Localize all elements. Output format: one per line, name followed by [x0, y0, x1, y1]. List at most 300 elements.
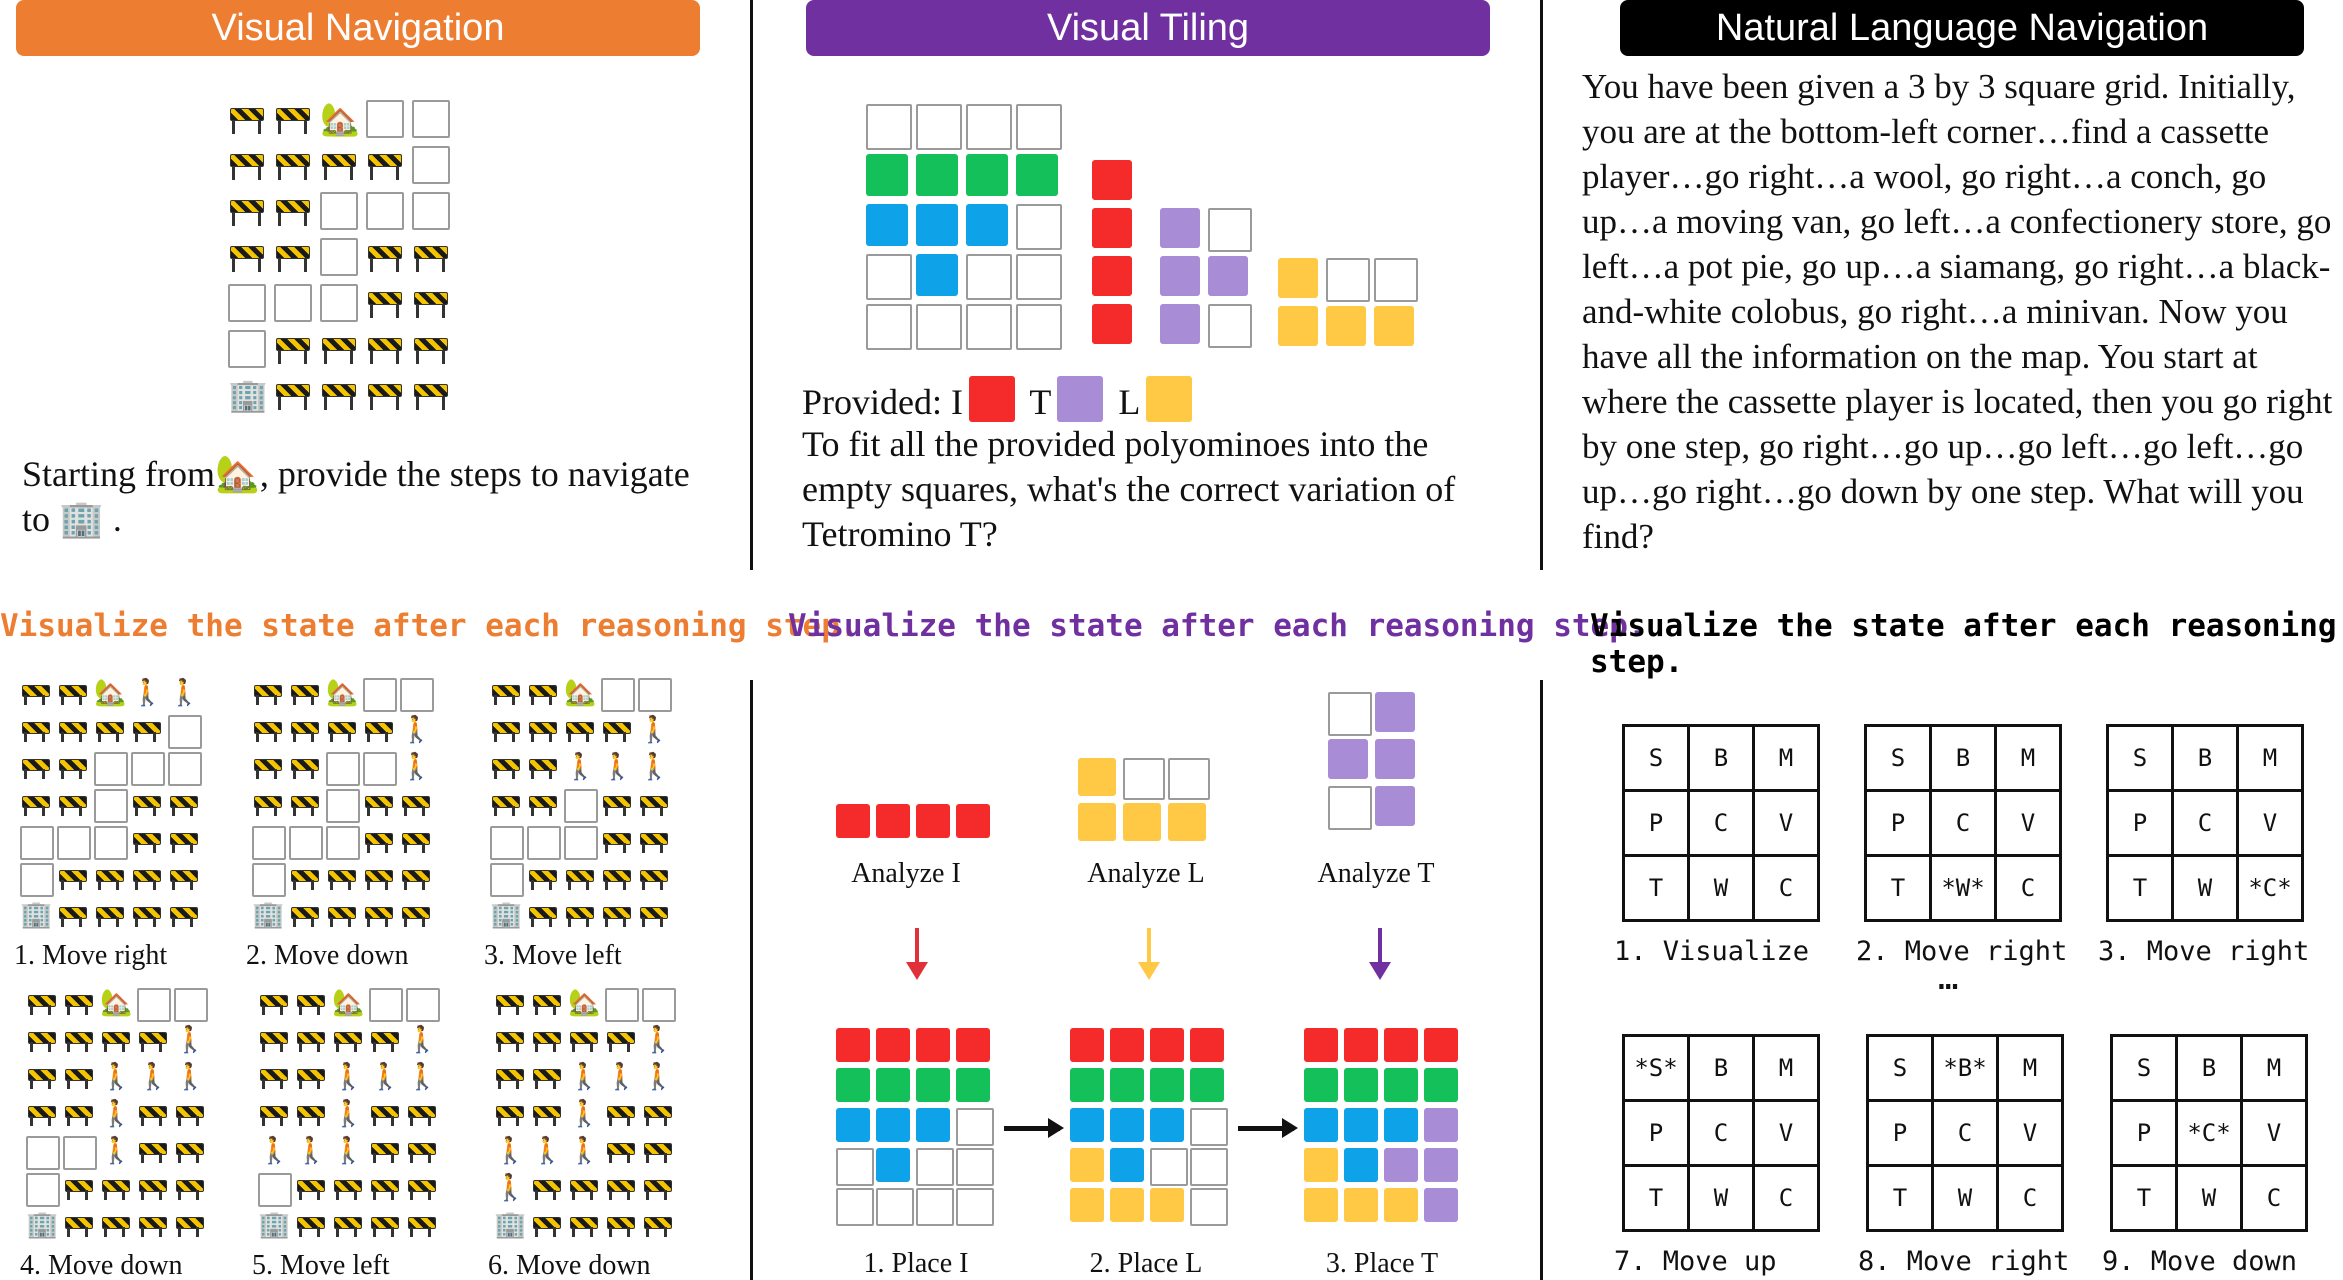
- empty-cell: [320, 284, 358, 322]
- construction-barrier-icon: [116, 917, 119, 927]
- construction-barrier-icon: [256, 695, 259, 705]
- construction-barrier-icon: [153, 843, 156, 853]
- filled-square: [1150, 1188, 1184, 1222]
- construction-barrier-icon: [348, 880, 351, 890]
- construction-barrier-icon: [410, 1116, 413, 1126]
- construction-barrier-icon: [404, 806, 407, 816]
- piece-l-swatch: [1146, 376, 1192, 422]
- navigation-step-caption: 5. Move left: [252, 1250, 390, 1280]
- construction-barrier-icon: [256, 732, 259, 742]
- grid-cell: C: [1933, 1101, 1998, 1166]
- ellipsis-text: …: [1938, 958, 1959, 998]
- filled-square: [1078, 758, 1116, 796]
- grid-cell: C: [1689, 791, 1754, 856]
- construction-barrier-icon: [48, 1116, 51, 1126]
- construction-barrier-icon: [190, 843, 193, 853]
- filled-square: [1344, 1068, 1378, 1102]
- construction-barrier-icon: [512, 769, 515, 779]
- construction-barrier-icon: [293, 769, 296, 779]
- construction-barrier-icon: [605, 732, 608, 742]
- construction-barrier-icon: [317, 1042, 320, 1052]
- construction-barrier-icon: [516, 1079, 519, 1089]
- construction-barrier-icon: [178, 1116, 181, 1126]
- grid-cell: V: [1754, 791, 1819, 856]
- empty-square: [1016, 254, 1062, 300]
- person-walking-icon: 🚶: [168, 678, 201, 708]
- filled-square: [1110, 1148, 1144, 1182]
- construction-barrier-icon: [280, 1116, 283, 1126]
- empty-cell: [258, 1173, 292, 1207]
- filled-square: [1070, 1148, 1104, 1182]
- empty-cell: [168, 752, 202, 786]
- construction-barrier-icon: [414, 384, 448, 397]
- grid-cell: M: [1754, 726, 1819, 791]
- construction-barrier-icon: [190, 880, 193, 890]
- construction-barrier-icon: [153, 806, 156, 816]
- construction-barrier-icon: [48, 1005, 51, 1015]
- construction-barrier-icon: [568, 917, 571, 927]
- filled-square: [1092, 256, 1132, 296]
- construction-barrier-icon: [232, 213, 235, 226]
- empty-square: [1150, 1148, 1188, 1186]
- construction-barrier-icon: [311, 880, 314, 890]
- header-visual-navigation: Visual Navigation: [16, 0, 700, 56]
- construction-barrier-icon: [535, 1227, 538, 1237]
- construction-barrier-icon: [24, 806, 27, 816]
- construction-barrier-icon: [609, 1153, 612, 1163]
- construction-barrier-icon: [627, 1227, 630, 1237]
- construction-barrier-icon: [646, 1190, 649, 1200]
- construction-barrier-icon: [276, 200, 310, 213]
- grid-cell: W: [1933, 1166, 1998, 1231]
- grid-cell: P: [1868, 1101, 1933, 1166]
- person-walking-icon: 🚶: [638, 715, 671, 745]
- empty-cell: [326, 752, 360, 786]
- empty-square: [1016, 204, 1062, 250]
- construction-barrier-icon: [276, 246, 310, 259]
- office-building-icon: 🏢: [490, 900, 523, 930]
- construction-barrier-icon: [373, 1116, 376, 1126]
- empty-square: [1190, 1108, 1228, 1146]
- filled-square: [1168, 803, 1206, 841]
- construction-barrier-icon: [104, 1227, 107, 1237]
- house-icon: 🏡: [564, 678, 597, 708]
- grid-caption: 1. Visualize: [1614, 936, 1810, 967]
- construction-barrier-icon: [104, 1042, 107, 1052]
- place-l-label: 2. Place L: [1089, 1248, 1203, 1279]
- grid-cell: S: [1624, 726, 1689, 791]
- construction-barrier-icon: [256, 806, 259, 816]
- filled-square: [916, 1108, 950, 1142]
- construction-barrier-icon: [354, 1227, 357, 1237]
- filled-square: [1160, 304, 1200, 344]
- person-walking-icon: 🚶: [568, 1099, 601, 1129]
- construction-barrier-icon: [396, 167, 399, 180]
- empty-cell: [320, 192, 358, 230]
- construction-barrier-icon: [535, 1190, 538, 1200]
- grid-cell: T: [2108, 856, 2173, 921]
- filled-square: [956, 1068, 990, 1102]
- construction-barrier-icon: [531, 695, 534, 705]
- construction-barrier-icon: [391, 1042, 394, 1052]
- filled-square: [876, 804, 910, 838]
- empty-cell: [527, 826, 561, 860]
- construction-barrier-icon: [422, 806, 425, 816]
- construction-barrier-icon: [299, 1190, 302, 1200]
- piece-t-swatch: [1057, 376, 1103, 422]
- construction-barrier-icon: [85, 1116, 88, 1126]
- empty-cell: [363, 678, 397, 712]
- construction-barrier-icon: [512, 732, 515, 742]
- construction-barrier-icon: [396, 397, 399, 410]
- construction-barrier-icon: [549, 880, 552, 890]
- empty-cell: [168, 715, 202, 749]
- filled-square: [1344, 1188, 1378, 1222]
- construction-barrier-icon: [609, 1116, 612, 1126]
- empty-cell: [94, 826, 128, 860]
- filled-square: [1160, 256, 1200, 296]
- construction-barrier-icon: [586, 917, 589, 927]
- grid-cell: P: [1624, 791, 1689, 856]
- construction-barrier-icon: [196, 1190, 199, 1200]
- construction-barrier-icon: [311, 917, 314, 927]
- construction-barrier-icon: [368, 154, 402, 167]
- grid-cell: *S*: [1624, 1036, 1689, 1101]
- construction-barrier-icon: [370, 305, 373, 318]
- filled-square: [1110, 1028, 1144, 1062]
- grid-caption: 8. Move right: [1858, 1246, 2070, 1277]
- empty-square: [966, 254, 1012, 300]
- arrow-down-icon: [915, 928, 919, 976]
- grid-cell: B: [2173, 726, 2238, 791]
- construction-barrier-icon: [627, 1116, 630, 1126]
- empty-square: [1016, 304, 1062, 350]
- construction-barrier-icon: [367, 917, 370, 927]
- construction-barrier-icon: [274, 732, 277, 742]
- filled-square: [1384, 1108, 1418, 1142]
- filled-square: [876, 1108, 910, 1142]
- construction-barrier-icon: [494, 769, 497, 779]
- filled-square: [1375, 739, 1415, 779]
- construction-barrier-icon: [660, 917, 663, 927]
- construction-barrier-icon: [385, 732, 388, 742]
- filled-square: [1384, 1188, 1418, 1222]
- construction-barrier-icon: [609, 1042, 612, 1052]
- office-building-icon: 🏢: [252, 900, 285, 930]
- construction-barrier-icon: [531, 806, 534, 816]
- construction-barrier-icon: [428, 1116, 431, 1126]
- construction-barrier-icon: [24, 732, 27, 742]
- construction-barrier-icon: [280, 1042, 283, 1052]
- filled-square: [1190, 1028, 1224, 1062]
- construction-barrier-icon: [553, 1005, 556, 1015]
- filled-square: [1375, 692, 1415, 732]
- construction-barrier-icon: [664, 1116, 667, 1126]
- construction-barrier-icon: [370, 167, 373, 180]
- construction-barrier-icon: [196, 1227, 199, 1237]
- construction-barrier-icon: [122, 1227, 125, 1237]
- construction-barrier-icon: [172, 843, 175, 853]
- construction-barrier-icon: [262, 1042, 265, 1052]
- filled-square: [1070, 1028, 1104, 1062]
- construction-barrier-icon: [135, 880, 138, 890]
- construction-barrier-icon: [276, 338, 310, 351]
- construction-barrier-icon: [42, 806, 45, 816]
- empty-cell: [326, 826, 360, 860]
- person-walking-icon: 🚶: [406, 1062, 439, 1092]
- construction-barrier-icon: [30, 1116, 33, 1126]
- construction-barrier-icon: [553, 1079, 556, 1089]
- filled-square: [836, 1068, 870, 1102]
- empty-cell: [601, 678, 635, 712]
- empty-cell: [363, 752, 397, 786]
- construction-barrier-icon: [605, 917, 608, 927]
- construction-barrier-icon: [428, 1190, 431, 1200]
- empty-square: [1208, 304, 1252, 348]
- filled-square: [1070, 1068, 1104, 1102]
- header-nl-navigation: Natural Language Navigation: [1620, 0, 2304, 56]
- nl-navigation-visualize-label: Visualize the state after each reasoning step.: [1590, 608, 2337, 680]
- construction-barrier-icon: [590, 1042, 593, 1052]
- person-walking-icon: 🚶: [642, 1025, 675, 1055]
- construction-barrier-icon: [42, 769, 45, 779]
- filled-square: [1190, 1068, 1224, 1102]
- construction-barrier-icon: [422, 880, 425, 890]
- construction-barrier-icon: [605, 880, 608, 890]
- grid-cell: P: [2108, 791, 2173, 856]
- construction-barrier-icon: [572, 1190, 575, 1200]
- construction-barrier-icon: [67, 1190, 70, 1200]
- house-icon: 🏡: [326, 678, 359, 708]
- person-walking-icon: 🚶: [568, 1136, 601, 1166]
- navigation-step-caption: 1. Move right: [14, 940, 168, 971]
- construction-barrier-icon: [293, 732, 296, 742]
- construction-barrier-icon: [79, 695, 82, 705]
- grid-cell: V: [1754, 1101, 1819, 1166]
- filled-square: [916, 804, 950, 838]
- construction-barrier-icon: [61, 769, 64, 779]
- grid-cell: T: [1868, 1166, 1933, 1231]
- filled-square: [1424, 1188, 1458, 1222]
- construction-barrier-icon: [324, 351, 327, 364]
- house-icon: 🏡: [332, 988, 365, 1018]
- construction-barrier-icon: [67, 1079, 70, 1089]
- construction-barrier-icon: [79, 917, 82, 927]
- construction-barrier-icon: [48, 1042, 51, 1052]
- construction-barrier-icon: [367, 843, 370, 853]
- construction-barrier-icon: [116, 732, 119, 742]
- construction-barrier-icon: [98, 917, 101, 927]
- person-walking-icon: 🚶: [332, 1099, 365, 1129]
- filled-square: [1208, 256, 1248, 296]
- construction-barrier-icon: [370, 351, 373, 364]
- construction-barrier-icon: [531, 769, 534, 779]
- filled-square: [1070, 1108, 1104, 1142]
- construction-barrier-icon: [178, 1153, 181, 1163]
- construction-barrier-icon: [141, 1042, 144, 1052]
- construction-barrier-icon: [67, 1042, 70, 1052]
- house-icon: 🏡: [320, 100, 360, 138]
- empty-cell: [642, 988, 676, 1022]
- construction-barrier-icon: [494, 732, 497, 742]
- construction-barrier-icon: [232, 167, 235, 180]
- construction-barrier-icon: [410, 1227, 413, 1237]
- construction-barrier-icon: [317, 1190, 320, 1200]
- construction-barrier-icon: [141, 1116, 144, 1126]
- grid-cell: S: [2108, 726, 2173, 791]
- construction-barrier-icon: [660, 806, 663, 816]
- construction-barrier-icon: [568, 880, 571, 890]
- construction-barrier-icon: [317, 1005, 320, 1015]
- construction-barrier-icon: [385, 917, 388, 927]
- construction-barrier-icon: [350, 397, 353, 410]
- construction-barrier-icon: [664, 1227, 667, 1237]
- visual-tiling-visualize-label: Visualize the state after each reasoning step.: [788, 608, 1647, 644]
- empty-cell: [274, 284, 312, 322]
- grid-caption: 3. Move right: [2098, 936, 2310, 967]
- construction-barrier-icon: [304, 213, 307, 226]
- filled-square: [1304, 1068, 1338, 1102]
- empty-square: [836, 1148, 874, 1186]
- construction-barrier-icon: [330, 917, 333, 927]
- construction-barrier-icon: [293, 917, 296, 927]
- construction-barrier-icon: [276, 108, 310, 121]
- construction-barrier-icon: [414, 338, 448, 351]
- empty-cell: [137, 988, 171, 1022]
- construction-barrier-icon: [280, 1079, 283, 1089]
- construction-barrier-icon: [153, 880, 156, 890]
- construction-barrier-icon: [104, 1190, 107, 1200]
- empty-square: [1190, 1188, 1228, 1226]
- construction-barrier-icon: [391, 1190, 394, 1200]
- empty-cell: [412, 192, 450, 230]
- empty-cell: [490, 826, 524, 860]
- construction-barrier-icon: [262, 1079, 265, 1089]
- filled-square: [1375, 786, 1415, 826]
- filled-square: [1278, 258, 1318, 298]
- construction-barrier-icon: [373, 1227, 376, 1237]
- construction-barrier-icon: [642, 917, 645, 927]
- construction-barrier-icon: [311, 769, 314, 779]
- construction-barrier-icon: [304, 351, 307, 364]
- empty-square: [966, 104, 1012, 150]
- filled-square: [1070, 1188, 1104, 1222]
- empty-square: [866, 254, 912, 300]
- construction-barrier-icon: [278, 351, 281, 364]
- construction-barrier-icon: [159, 1190, 162, 1200]
- construction-barrier-icon: [368, 292, 402, 305]
- construction-barrier-icon: [324, 397, 327, 410]
- person-walking-icon: 🚶: [258, 1136, 291, 1166]
- construction-barrier-icon: [442, 305, 445, 318]
- construction-barrier-icon: [159, 1153, 162, 1163]
- construction-barrier-icon: [135, 917, 138, 927]
- empty-square: [1328, 692, 1372, 736]
- filled-square: [1110, 1068, 1144, 1102]
- person-walking-icon: 🚶: [400, 715, 433, 745]
- construction-barrier-icon: [153, 917, 156, 927]
- construction-barrier-icon: [416, 397, 419, 410]
- construction-barrier-icon: [410, 1153, 413, 1163]
- construction-barrier-icon: [232, 121, 235, 134]
- construction-barrier-icon: [442, 397, 445, 410]
- construction-barrier-icon: [256, 769, 259, 779]
- grid-cell: W: [1689, 1166, 1754, 1231]
- filled-square: [916, 254, 958, 296]
- construction-barrier-icon: [391, 1153, 394, 1163]
- office-building-icon: 🏢: [258, 1210, 291, 1240]
- construction-barrier-icon: [336, 1227, 339, 1237]
- person-walking-icon: 🚶: [564, 752, 597, 782]
- construction-barrier-icon: [85, 1079, 88, 1089]
- construction-barrier-icon: [404, 880, 407, 890]
- construction-barrier-icon: [373, 1153, 376, 1163]
- construction-barrier-icon: [348, 917, 351, 927]
- construction-barrier-icon: [373, 1042, 376, 1052]
- construction-barrier-icon: [159, 1042, 162, 1052]
- construction-barrier-icon: [368, 338, 402, 351]
- construction-barrier-icon: [370, 397, 373, 410]
- construction-barrier-icon: [367, 806, 370, 816]
- person-walking-icon: 🚶: [406, 1025, 439, 1055]
- construction-barrier-icon: [48, 1079, 51, 1089]
- filled-square: [1150, 1108, 1184, 1142]
- construction-barrier-icon: [98, 732, 101, 742]
- construction-barrier-icon: [627, 1190, 630, 1200]
- filled-square: [876, 1028, 910, 1062]
- construction-barrier-icon: [512, 806, 515, 816]
- construction-barrier-icon: [30, 1005, 33, 1015]
- construction-barrier-icon: [391, 1227, 394, 1237]
- construction-barrier-icon: [61, 880, 64, 890]
- construction-barrier-icon: [230, 154, 264, 167]
- empty-cell: [228, 330, 266, 368]
- construction-barrier-icon: [141, 1227, 144, 1237]
- person-walking-icon: 🚶: [642, 1062, 675, 1092]
- grid-cell: W: [1689, 856, 1754, 921]
- empty-square: [916, 1188, 954, 1226]
- construction-barrier-icon: [410, 1190, 413, 1200]
- office-building-icon: 🏢: [20, 900, 53, 930]
- filled-square: [1110, 1108, 1144, 1142]
- arrow-right-icon: [1238, 1126, 1294, 1131]
- construction-barrier-icon: [299, 1042, 302, 1052]
- construction-barrier-icon: [553, 1227, 556, 1237]
- empty-cell: [63, 1136, 97, 1170]
- construction-barrier-icon: [572, 1227, 575, 1237]
- construction-barrier-icon: [498, 1042, 501, 1052]
- construction-barrier-icon: [549, 806, 552, 816]
- construction-barrier-icon: [512, 695, 515, 705]
- construction-barrier-icon: [116, 880, 119, 890]
- grid-cell: *B*: [1933, 1036, 1998, 1101]
- construction-barrier-icon: [278, 213, 281, 226]
- filled-square: [1150, 1068, 1184, 1102]
- filled-square: [1092, 304, 1132, 344]
- tiling-provided-line: Provided: I T L: [802, 376, 1198, 425]
- construction-barrier-icon: [590, 1190, 593, 1200]
- filled-square: [876, 1148, 910, 1182]
- grid-cell: M: [1998, 1036, 2063, 1101]
- filled-square: [1150, 1028, 1184, 1062]
- person-walking-icon: 🚶: [174, 1062, 207, 1092]
- filled-square: [966, 204, 1008, 246]
- construction-barrier-icon: [422, 917, 425, 927]
- grid-cell: B: [1689, 1036, 1754, 1101]
- empty-cell: [564, 789, 598, 823]
- construction-barrier-icon: [385, 843, 388, 853]
- construction-barrier-icon: [304, 259, 307, 272]
